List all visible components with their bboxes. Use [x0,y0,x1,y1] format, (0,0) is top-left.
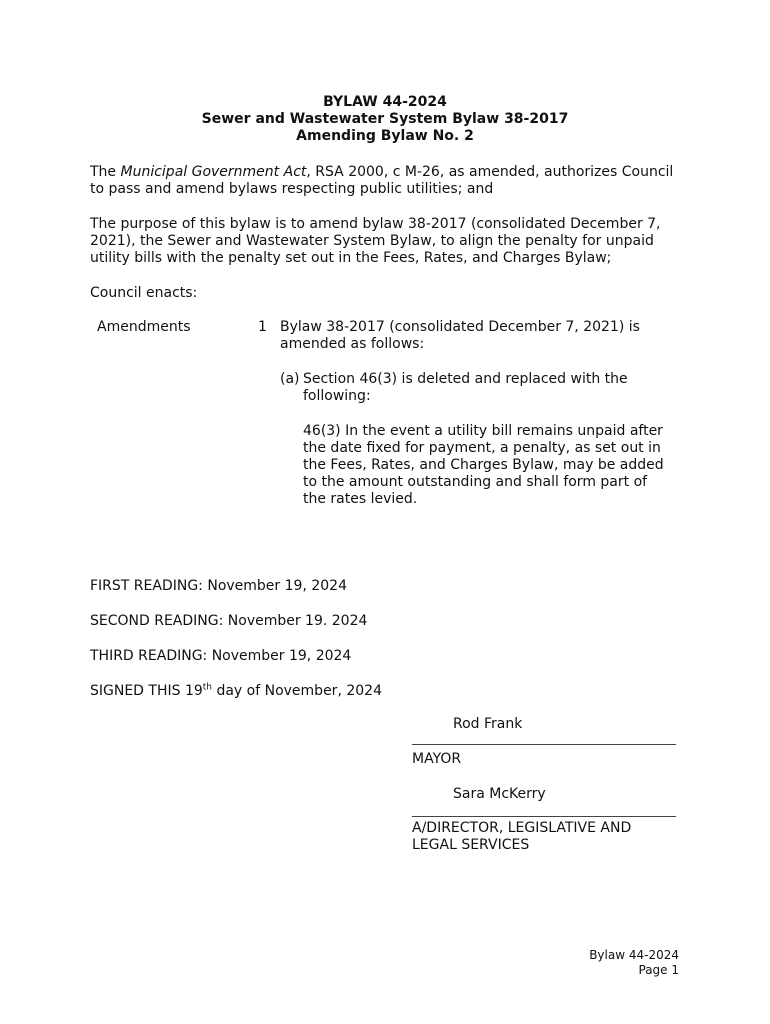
clause-line: the rates levied. [303,491,418,507]
section-line: amended as follows: [280,336,425,352]
signed-text: SIGNED THIS 19 [90,683,203,699]
clause-line: 46(3) In the event a utility bill remains unpaid after [303,423,663,439]
second-reading: SECOND READING: November 19. 2024 [90,613,368,629]
mayor-title: MAYOR [412,751,462,767]
council-enacts: Council enacts: [90,285,198,301]
preamble-paragraph-1 [90,164,690,198]
first-reading: FIRST READING: November 19, 2024 [90,578,347,594]
subsection-label: (a) [280,371,300,387]
third-reading: THIRD READING: November 19, 2024 [90,648,352,664]
subsection-line: following: [303,388,371,404]
director-title [412,820,712,854]
act-name: Municipal Government Act [120,164,307,180]
bylaw-number-heading: BYLAW 44-2024 [323,94,447,110]
preamble-line: to pass and amend bylaws respecting public utilities; and [90,181,494,197]
signed-date [90,683,690,700]
director-signature-line [412,816,676,817]
ordinal-suffix: th [202,682,213,693]
bylaw-title-heading: Sewer and Wastewater System Bylaw 38-2017 [201,111,569,127]
mayor-name: Rod Frank [453,716,523,732]
footer-page-number: Page 1 [638,963,679,977]
footer-bylaw: Bylaw 44-2024 [589,948,679,962]
preamble-line: 2021), the Sewer and Wastewater System Bylaw, to align the penalty for unpaid [90,233,654,249]
section-line: Bylaw 38-2017 (consolidated December 7, 2021) is [280,319,640,335]
amending-bylaw-heading: Amending Bylaw No. 2 [296,128,474,144]
director-title-line: LEGAL SERVICES [412,837,530,853]
page-footer [589,948,679,978]
subsection-text [303,371,683,405]
preamble-line: The purpose of this bylaw is to amend bylaw 38-2017 (consolidated December 7, [90,216,661,232]
preamble-paragraph-2 [90,216,690,267]
mayor-signature-line [412,744,676,745]
section-heading-amendments: Amendments [97,319,191,335]
clause-line: the Fees, Rates, and Charges Bylaw, may be added [303,457,664,473]
clause-line: to the amount outstanding and shall form part of [303,474,648,490]
clause-line: the date fixed for payment, a penalty, as set out in [303,440,661,456]
preamble-text: The [90,164,121,180]
director-name: Sara McKerry [453,786,546,802]
replacement-clause [303,423,683,508]
preamble-line [90,164,690,181]
director-title-line: A/DIRECTOR, LEGISLATIVE AND [412,820,632,836]
preamble-line: utility bills with the penalty set out in the Fees, Rates, and Charges Bylaw; [90,250,612,266]
preamble-text: , RSA 2000, c M-26, as amended, authorizes Council [306,164,674,180]
subsection-line: Section 46(3) is deleted and replaced with the [303,371,628,387]
section-number: 1 [258,319,267,335]
signed-text: day of November, 2024 [212,683,382,699]
section-text [280,319,680,353]
